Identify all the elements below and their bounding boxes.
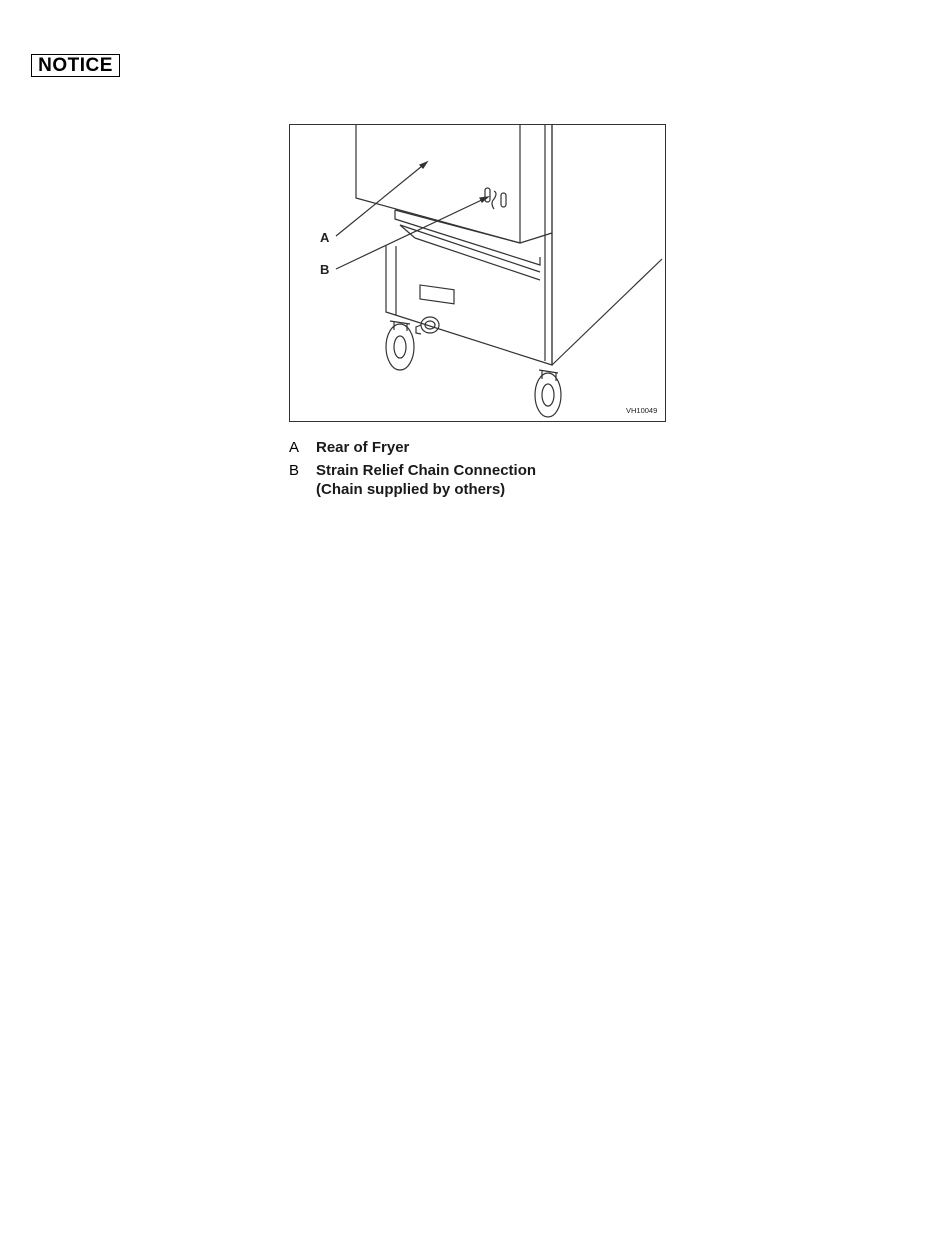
legend-note: (Chain supplied by others) <box>316 481 506 498</box>
legend-item <box>289 438 536 457</box>
legend-item <box>289 461 536 499</box>
legend-text: Strain Relief Chain Connection <box>316 462 537 479</box>
left-caster <box>386 321 414 370</box>
callout-a: A <box>320 230 330 245</box>
channel <box>395 210 540 280</box>
notice-label: NOTICE <box>31 54 120 77</box>
chain-connection-slot <box>485 188 506 209</box>
figure-legend <box>289 438 536 503</box>
right-caster <box>535 370 561 417</box>
label-plate <box>420 285 454 304</box>
callout-b: B <box>320 262 330 277</box>
figure-code: VH10049 <box>626 406 658 415</box>
legend-text: Rear of Fryer <box>316 439 410 456</box>
fryer-rear-illustration <box>289 124 666 422</box>
leader-arrow-b <box>480 197 488 202</box>
legend-key: A <box>289 439 300 456</box>
leader-line-b <box>336 197 488 269</box>
legend-key: B <box>289 462 300 479</box>
